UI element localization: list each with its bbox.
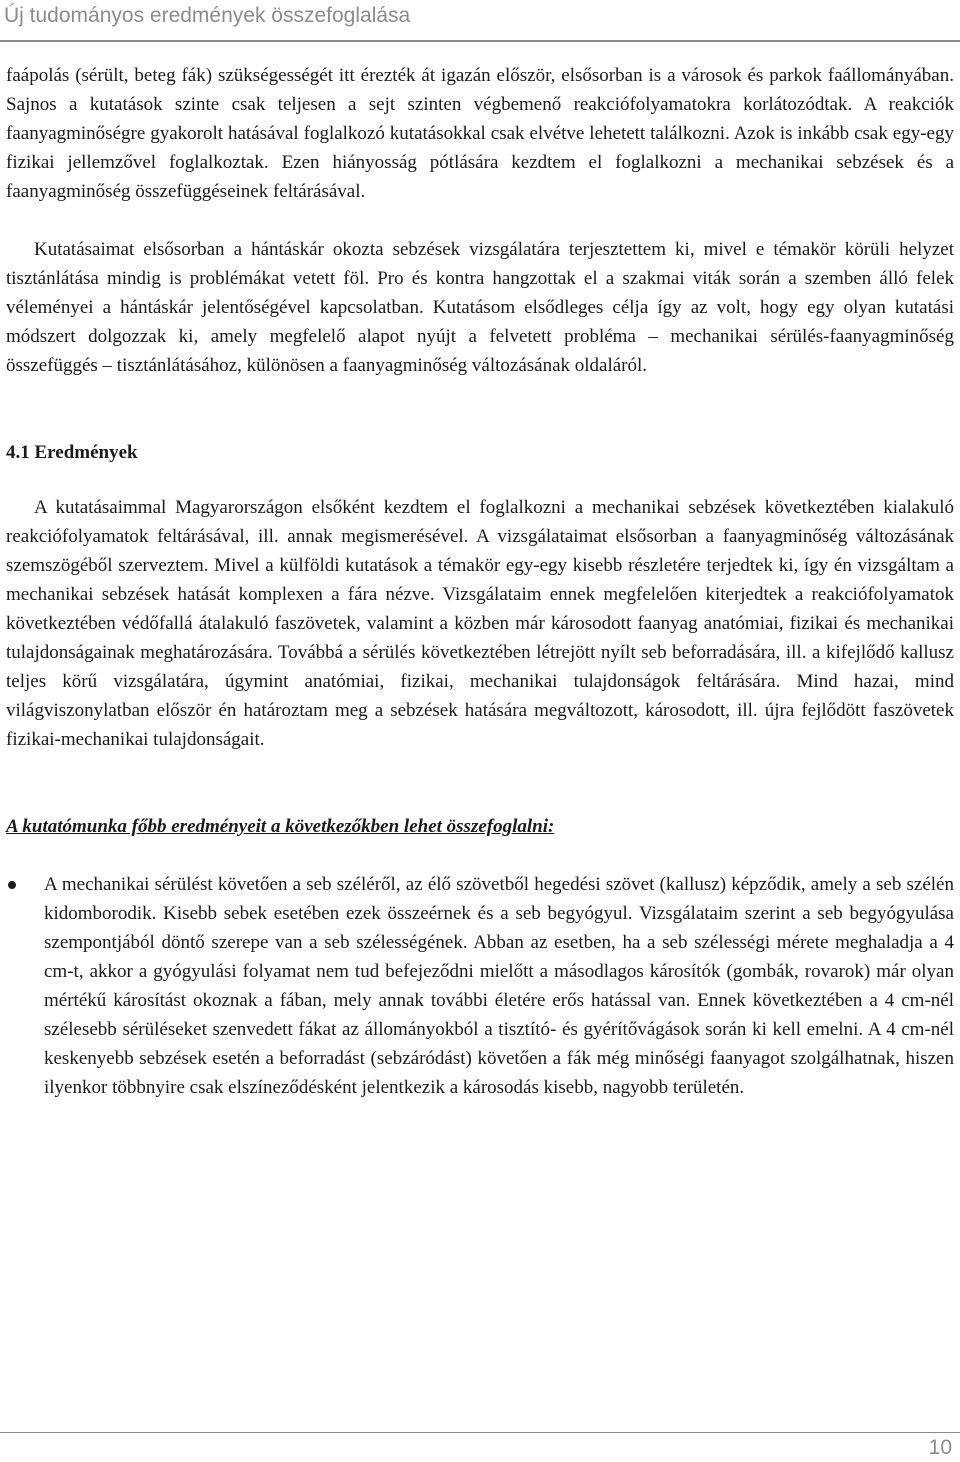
list-item-text: A mechanikai sérülést követően a seb széléről, az élő szövetből hegedési szövet (kallusz) képződik, amely a seb szélén kidomborodik. Kisebb sebek esetében ezek összeérnek és a seb begyógyul. Vizsgálataim szerint a seb begyógyulása szempontjából döntő szerepe van a seb szélességének. Abban az esetben, ha a seb szélességi mérete meghaladja a 4 cm-t, akkor a gyógyulási folyamat nem tud befejeződni mielőtt a másodlagos károsítók (gombák, rovarok) már olyan mértékű károsítást okoznak a fában, mely annak további életére erős hatással van. Ennek következtében a 4 cm-nél szélesebb sérüléseket szenvedett fákat az állományokból a tisztító- és gyérítővágások során ki kell emelni. A 4 cm-nél keskenyebb sebzések esetén a beforradást (sebzáródást) követően a fák még minőségi faanyagot szolgálhatnak, hiszen ilyenkor többnyire csak elszíneződésként jelentkezik a károsodás kisebb, nagyobb területén. <box>44 874 954 1098</box>
page-number: 10 <box>928 1436 952 1459</box>
running-header <box>0 0 960 42</box>
list-item <box>6 870 954 1102</box>
section-heading-results: 4.1 Eredmények <box>6 442 138 463</box>
summary-heading: A kutatómunka főbb eredményeit a következőkben lehet összefoglalni: <box>6 816 555 837</box>
footer-rule <box>0 1432 960 1433</box>
results-paragraph: A kutatásaimmal Magyarországon elsőként kezdtem el foglalkozni a mechanikai sebzések következtében kialakuló reakciófolyamatok feltárásával, ill. annak megismerésével. A vizsgálataimat elsősorban a faanyagminőség változásának szemszögéből szerveztem. Mivel a külföldi kutatások a témakör egy-egy kisebb részletére terjedtek ki, így én vizsgáltam a mechanikai sebzések hatását komplexen a fára nézve. Vizsgálataim ennek megfelelően kiterjedtek a reakciófolyamatok következtében védőfallá átalakuló faszövetek, valamint a közben már károsodott faanyag anatómiai, fizikai és mechanikai tulajdonságainak meghatározására. Továbbá a sérülés következtében létrejött nyílt seb beforradására, ill. a kifejlődő kallusz teljes körű vizsgálatára, úgymint anatómiai, fizikai, mechanikai tulajdonságok feltárására. Mind hazai, mind világviszonylatban először én határoztam meg a sebzések hatására megváltozott, károsodott, ill. újra fejlődött faszövetek fizikai-mechanikai tulajdonságait. <box>6 497 954 750</box>
document-body <box>6 61 954 1102</box>
intro-paragraph-1: faápolás (sérült, beteg fák) szükségességét itt érezték át igazán először, elsősorban is a városok és parkok faállományában. Sajnos a kutatások szinte csak teljesen a sejt szinten végbemenő reakciófolyamatokra korlátozódtak. A reakciók faanyagminőségre gyakorolt hatásával foglalkozó kutatásokkal csak elvétve lehetett találkozni. Azok is inkább csak egy-egy fizikai jellemzővel foglalkoztak. Ezen hiányosság pótlására kezdtem el foglalkozni a mechanikai sebzések és a faanyagminőség összefüggéseinek feltárásával. <box>6 65 954 202</box>
running-header-title: Új tudományos eredmények összefoglalása <box>4 4 411 27</box>
intro-paragraph-2: Kutatásaimat elsősorban a hántáskár okozta sebzések vizsgálatára terjesztettem ki, mivel e témakör körüli helyzet tisztánlátása mindig is problémákat vetett föl. Pro és kontra hangzottak el a szakmai viták során a szemben álló felek véleményei a hántáskár jelentőségével kapcsolatban. Kutatásom elsődleges célja így az volt, hogy egy olyan kutatási módszert dolgozzak ki, amely megfelelő alapot nyújt a felvetett probléma – mechanikai sérülés-faanyagminőség összefüggés – tisztánlátásához, különösen a faanyagminőség változásának oldaláról. <box>6 239 954 376</box>
summary-list <box>6 870 954 1102</box>
bullet-icon <box>8 881 16 889</box>
